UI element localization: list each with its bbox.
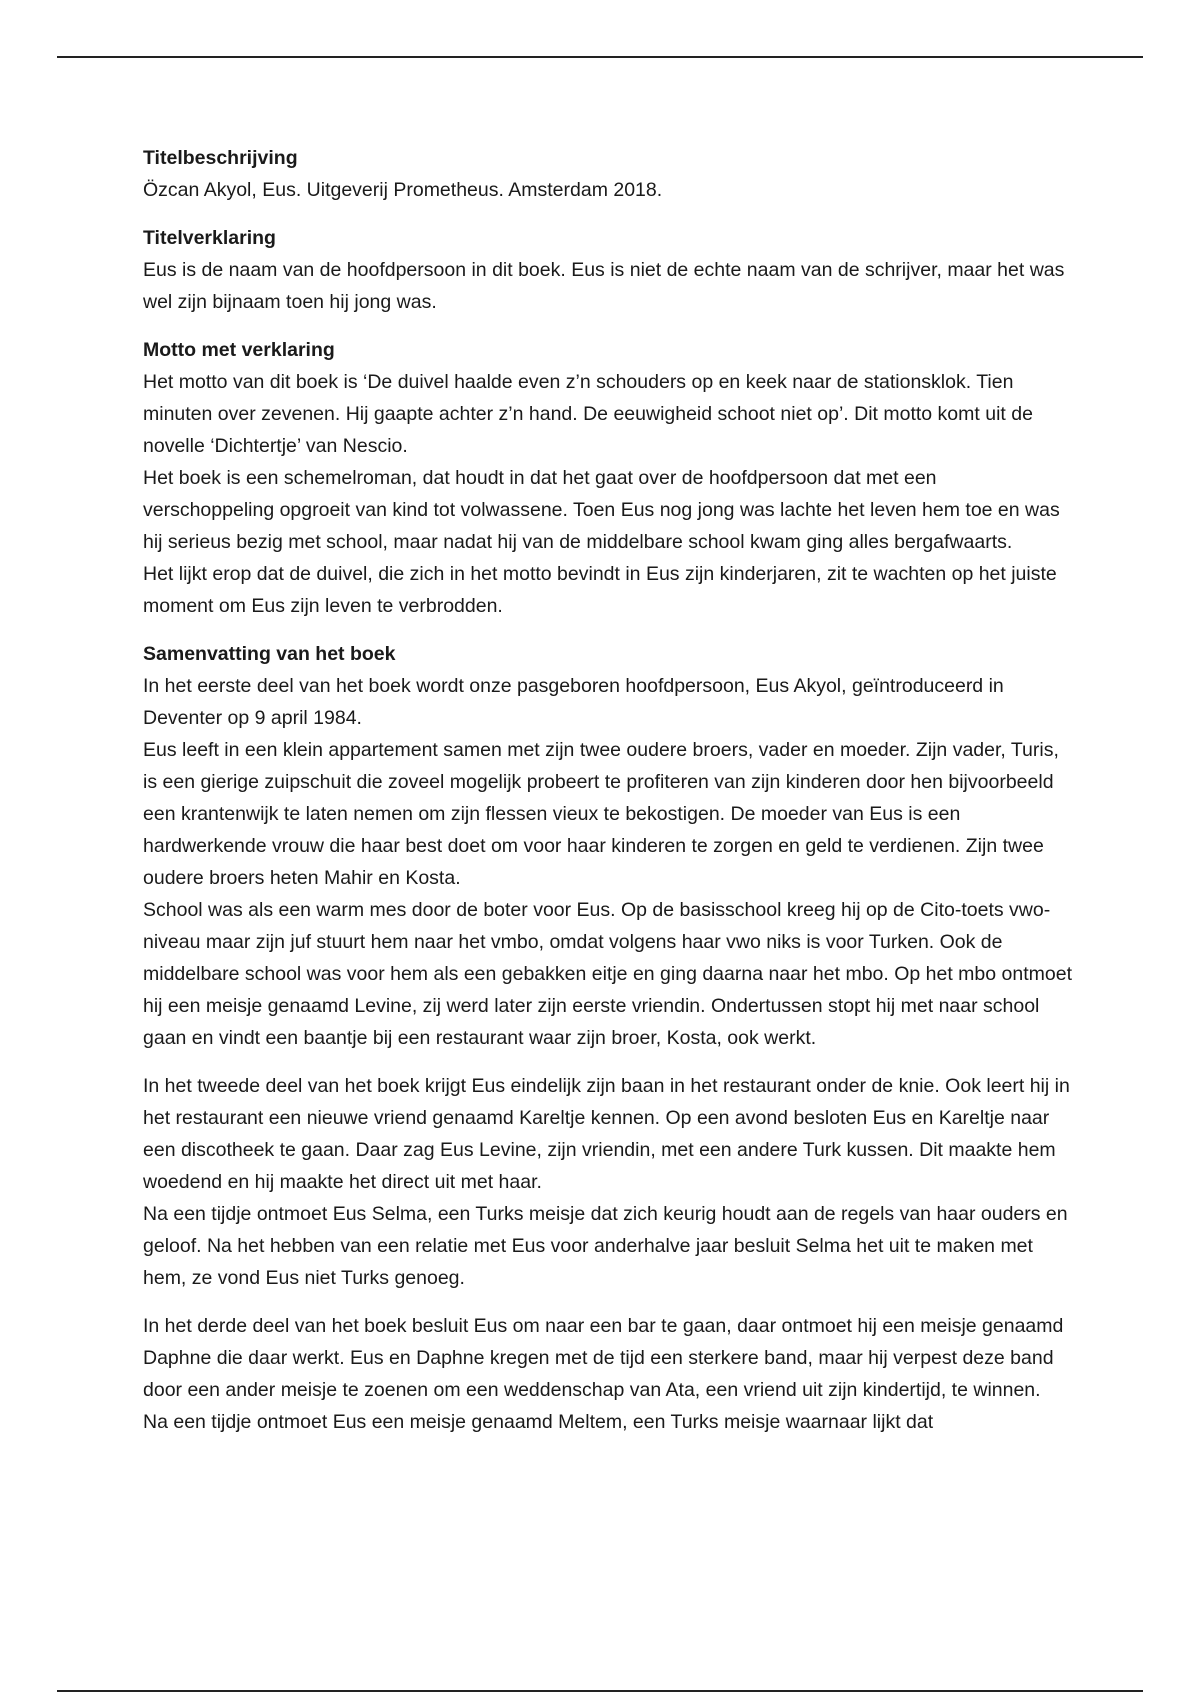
section-heading: Titelbeschrijving <box>143 147 298 169</box>
paragraph: Het lijkt erop dat de duivel, die zich in het motto bevindt in Eus zijn kinderjaren, zit te wachten op het juiste moment om Eus zijn leven te verbrodden. <box>143 563 1057 617</box>
section-heading: Titelverklaring <box>143 227 276 249</box>
section-titelverklaring <box>143 222 1073 318</box>
bottom-rule <box>57 1690 1143 1692</box>
top-rule <box>57 56 1143 58</box>
paragraph: Het motto van dit boek is ‘De duivel haalde even z’n schouders op en keek naar de stationsklok. Tien minuten over zevenen. Hij gaapte achter z’n hand. De eeuwigheid schoot niet op’. Dit motto komt uit de novelle ‘Dichtertje’ van Nescio. <box>143 371 1033 457</box>
document-body <box>143 142 1073 1454</box>
paragraph: In het eerste deel van het boek wordt onze pasgeboren hoofdpersoon, Eus Akyol, geïntroduceerd in Deventer op 9 april 1984. <box>143 675 1004 729</box>
section-deel-drie <box>143 1310 1073 1438</box>
section-heading: Samenvatting van het boek <box>143 643 396 665</box>
paragraph: Na een tijdje ontmoet Eus Selma, een Turks meisje dat zich keurig houdt aan de regels van haar ouders en geloof. Na het hebben van een relatie met Eus voor anderhalve jaar besluit Selma het uit te maken met hem, ze vond Eus niet Turks genoeg. <box>143 1203 1068 1289</box>
paragraph: Eus leeft in een klein appartement samen met zijn twee oudere broers, vader en moeder. Zijn vader, Turis, is een gierige zuipschuit die zoveel mogelijk probeert te profiteren van zijn kinderen door hen bijvoorbeeld een krantenwijk te laten nemen om zijn flessen vieux te bekostigen. De moeder van Eus is een hardwerkende vrouw die haar best doet om voor haar kinderen te zorgen en geld te verdienen. Zijn twee oudere broers heten Mahir en Kosta. <box>143 739 1059 889</box>
paragraph: School was als een warm mes door de boter voor Eus. Op de basisschool kreeg hij op de Cito-toets vwo-niveau maar zijn juf stuurt hem naar het vmbo, omdat volgens haar vwo niks is voor Turken. Ook de middelbare school was voor hem als een gebakken eitje en ging daarna naar het mbo. Op het mbo ontmoet hij een meisje genaamd Levine, zij werd later zijn eerste vriendin. Ondertussen stopt hij met naar school gaan en vindt een baantje bij een restaurant waar zijn broer, Kosta, ook werkt. <box>143 899 1072 1049</box>
section-motto <box>143 334 1073 622</box>
paragraph: Het boek is een schemelroman, dat houdt in dat het gaat over de hoofdpersoon dat met een verschoppeling opgroeit van kind tot volwassene. Toen Eus nog jong was lachte het leven hem toe en was hij serieus bezig met school, maar nadat hij van de middelbare school kwam ging alles bergafwaarts. <box>143 467 1060 553</box>
section-samenvatting <box>143 638 1073 1054</box>
section-deel-twee <box>143 1070 1073 1294</box>
section-heading: Motto met verklaring <box>143 339 335 361</box>
paragraph: Eus is de naam van de hoofdpersoon in dit boek. Eus is niet de echte naam van de schrijver, maar het was wel zijn bijnaam toen hij jong was. <box>143 259 1065 313</box>
paragraph: In het tweede deel van het boek krijgt Eus eindelijk zijn baan in het restaurant onder de knie. Ook leert hij in het restaurant een nieuwe vriend genaamd Kareltje kennen. Op een avond besloten Eus en Kareltje naar een discotheek te gaan. Daar zag Eus Levine, zijn vriendin, met een andere Turk kussen. Dit maakte hem woedend en hij maakte het direct uit met haar. <box>143 1075 1070 1193</box>
section-titelbeschrijving <box>143 142 1073 206</box>
paragraph: Na een tijdje ontmoet Eus een meisje genaamd Meltem, een Turks meisje waarnaar lijkt dat <box>143 1411 934 1433</box>
paragraph: Özcan Akyol, Eus. Uitgeverij Prometheus. Amsterdam 2018. <box>143 179 663 201</box>
paragraph: In het derde deel van het boek besluit Eus om naar een bar te gaan, daar ontmoet hij een meisje genaamd Daphne die daar werkt. Eus en Daphne kregen met de tijd een sterkere band, maar hij verpest deze band door een ander meisje te zoenen om een weddenschap van Ata, een vriend uit zijn kindertijd, te winnen. <box>143 1315 1064 1401</box>
